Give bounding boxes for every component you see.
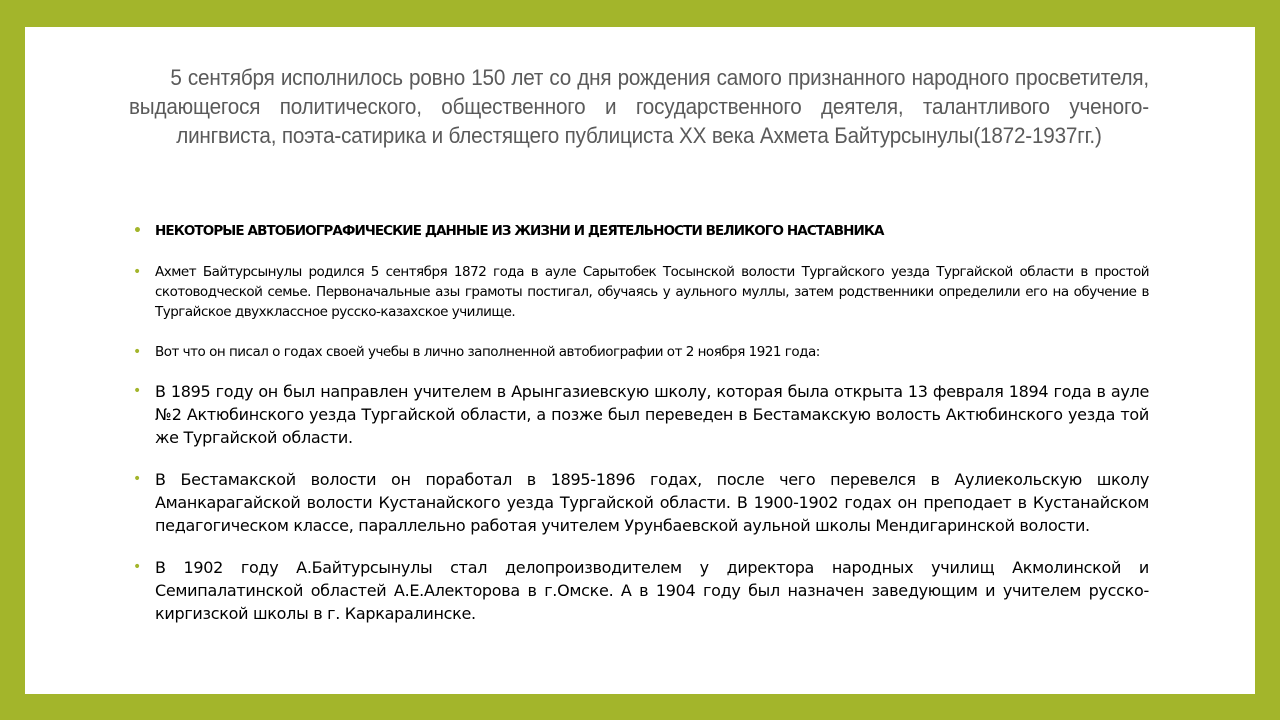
bullet-1895 (133, 380, 1149, 449)
bullet-text: Вот что он писал о годах своей учебы в лично заполненной автобиографии от 2 ноября 1921 года: (155, 344, 820, 360)
bullet-dot-icon: • (133, 223, 142, 239)
bullet-dot-icon: • (133, 344, 141, 360)
bullet-text: В 1902 году А.Байтурсынулы стал делопроизводителем у директора народных училищ Акмолинской и Семипалатинской областей А.Е.Алекторова в г.Омске. А в 1904 году был назначен заведующим и учителем русско-киргизской школы в г. Каркаралинске. (155, 558, 1149, 623)
bullet-dot-icon: • (133, 383, 141, 399)
bullet-birth (133, 262, 1149, 322)
bullet-dot-icon: • (133, 264, 141, 280)
bullet-bestamak (133, 468, 1149, 537)
bullet-1902 (133, 556, 1149, 625)
bullet-dot-icon: • (133, 471, 141, 487)
bullet-text: В Бестамакской волости он поработал в 1895-1896 годах, после чего перевелся в Аулиекольскую школу Аманкарагайской волости Кустанайского уезда Тургайской области. В 1900-1902 годах он преподает в Кустанайском педагогическом классе, параллельно работая учителем Урунбаевской аульной школы Мендигаринской волости. (155, 470, 1149, 535)
bullet-dot-icon: • (133, 559, 141, 575)
bullet-autobiography (133, 342, 1149, 362)
bullet-text: НЕКОТОРЫЕ АВТОБИОГРАФИЧЕСКИЕ ДАННЫЕ ИЗ ЖИЗНИ И ДЕЯТЕЛЬНОСТИ ВЕЛИКОГО НАСТАВНИКА (155, 223, 884, 239)
bullet-text: Ахмет Байтурсынулы родился 5 сентября 1872 года в ауле Сарытобек Тосынской волости Тургайского уезда Тургайской области в простой скотоводческой семье. Первоначальные азы грамоты постигал, обучаясь у аульного муллы, затем родственники определили его на обучение в Тургайское двухклассное русско-казахское училище. (155, 264, 1149, 320)
slide-title: 5 сентября исполнилось ровно 150 лет со дня рождения самого признанного народного просветителя, выдающегося политического, общественного и государственного деятеля, талантливого ученого-лингвиста, поэта-сатирика и блестящего публициста XX века Ахмета Байтурсынулы(1872-1937гг.) (129, 65, 1149, 148)
bullet-heading (133, 223, 1149, 239)
slide (25, 27, 1255, 694)
bullet-text: В 1895 году он был направлен учителем в Арынгазиевскую школу, которая была открыта 13 февраля 1894 года в ауле №2 Актюбинского уезда Тургайской области, а позже был переведен в Бестамакскую волость Актюбинского уезда той же Тургайской области. (155, 382, 1149, 447)
